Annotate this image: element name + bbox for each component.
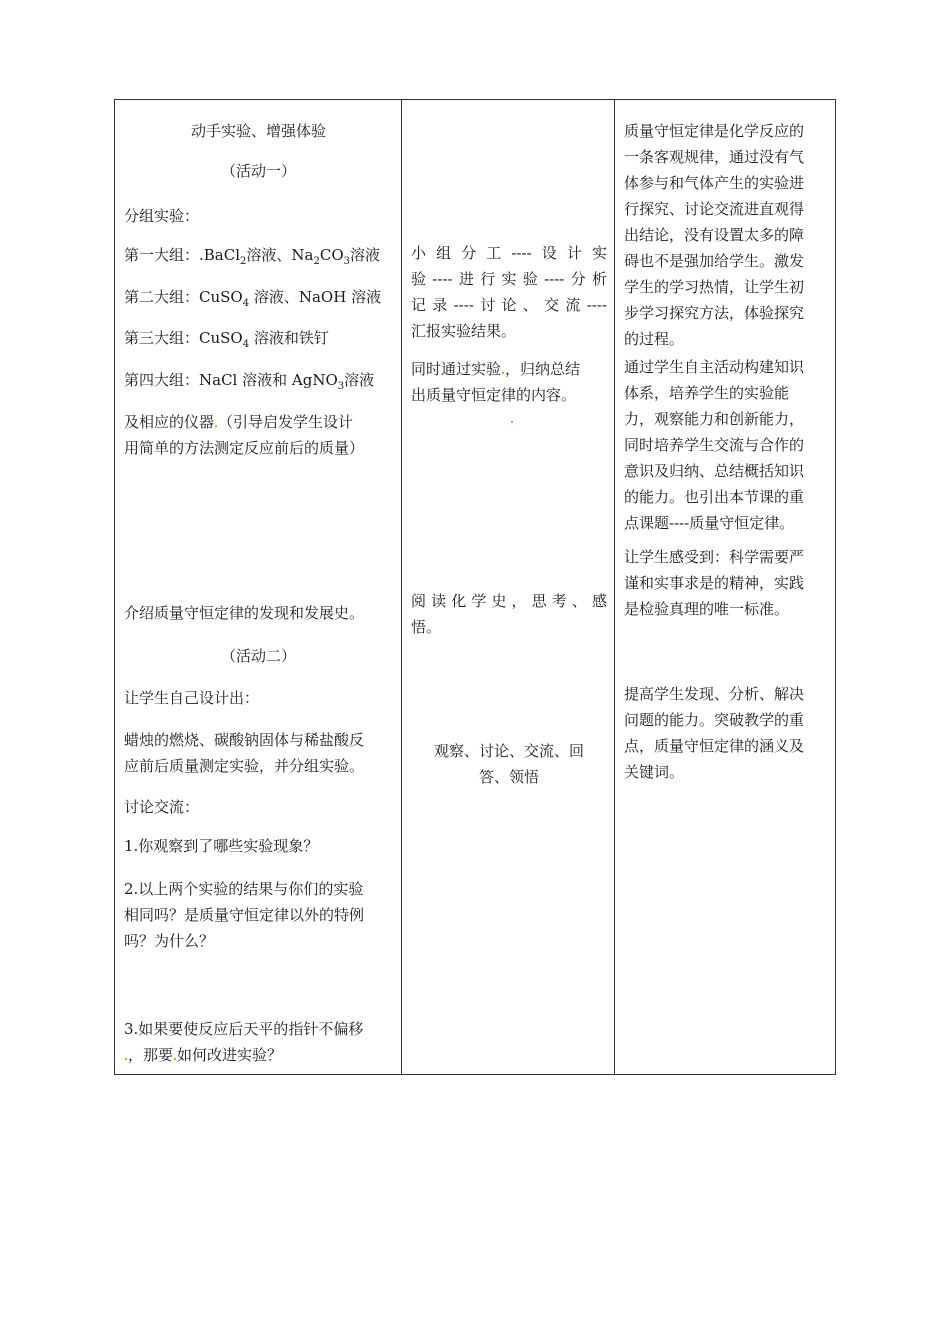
student-group-work: 小组分工----设计实 验----进行实验----分析 记录----讨论、交流---- 汇报实验结果。	[411, 244, 607, 340]
column-student-activity	[402, 100, 615, 1074]
intent-block-1: 质量守恒定律是化学反应的 一条客观规律，通过没有气 体参与和气体产生的实验进 行探究、讨论交流进直观得 出结论，没有设置太多的障 碍也不是强加给学生。激发 学生的学习热情，让学生初 步学习探究方法，体验探究 的过程。	[624, 122, 805, 348]
experiment-description: 蜡烛的燃烧、碳酸钠固体与稀盐酸反 应前后质量测定实验，并分组实验。	[124, 731, 365, 775]
mark-dot	[174, 1058, 176, 1060]
column-design-intent	[615, 100, 835, 1074]
instruction-text: 及相应的仪器 （引导启发学生设计 用简单的方法测定反应前后的质量）	[124, 413, 365, 457]
group-4-text: 第四大组：NaCl 溶液和 AgNO$_3$溶液	[124, 371, 375, 392]
history-text: 介绍质量守恒定律的发现和发展史。	[124, 604, 365, 622]
student-observation: 观察、讨论、交流、回 答、领悟	[433, 742, 584, 786]
intent-block-3: 让学生感受到：科学需要严 谨和实事求是的精神，实践 是检验真理的唯一标准。	[624, 548, 805, 618]
question-1: 1.你观察到了哪些实验现象？	[124, 837, 319, 855]
lesson-table	[114, 99, 836, 1075]
discussion-label: 讨论交流：	[124, 798, 200, 816]
student-reading: 阅读化学史，思考、感 悟。	[411, 592, 607, 636]
question-3: 3.如果要使反应后天平的指针不偏移 ，那要 如何改进实验？	[124, 1020, 364, 1064]
design-label: 让学生自己设计出：	[124, 689, 260, 707]
question-2: 2.以上两个实验的结果与你们的实验 相同吗？是质量守恒定律以外的特例 吗？为什么？	[124, 880, 365, 950]
group-2-text: 第二大组：CuSO$_4$ 溶液、NaOH 溶液	[124, 288, 382, 309]
mark-dot	[125, 1058, 127, 1060]
activity-two-label: （活动二）	[220, 647, 296, 665]
group-3-text: 第三大组：CuSO$_4$ 溶液和铁钉	[124, 329, 329, 350]
section-title: 动手实验、增强体验	[190, 122, 326, 140]
column-teacher-activity	[115, 100, 402, 1074]
mark-dot	[502, 372, 504, 374]
group-1-text: 第一大组：.BaCl$_2$溶液、$Na_2CO_3$溶液	[124, 246, 381, 267]
mark-dot	[511, 421, 513, 423]
student-summary: 同时通过实验 ，归纳总结 出质量守恒定律的内容。	[411, 360, 581, 404]
intent-block-4: 提高学生发现、分析、解决 问题的能力。突破教学的重 点，质量守恒定律的涵义及 关键词。	[624, 685, 805, 781]
intent-block-2: 通过学生自主活动构建知识 体系，培养学生的实验能 力，观察能力和创新能力， 同时培养学生交流与合作的 意识及归纳、总结概括知识 的能力。也引出本节课的重 点课题----质量守恒定律。	[624, 358, 805, 532]
group-experiment-label: 分组实验：	[124, 207, 200, 225]
activity-one-label: （活动一）	[220, 162, 296, 180]
mark-dot	[215, 425, 217, 427]
